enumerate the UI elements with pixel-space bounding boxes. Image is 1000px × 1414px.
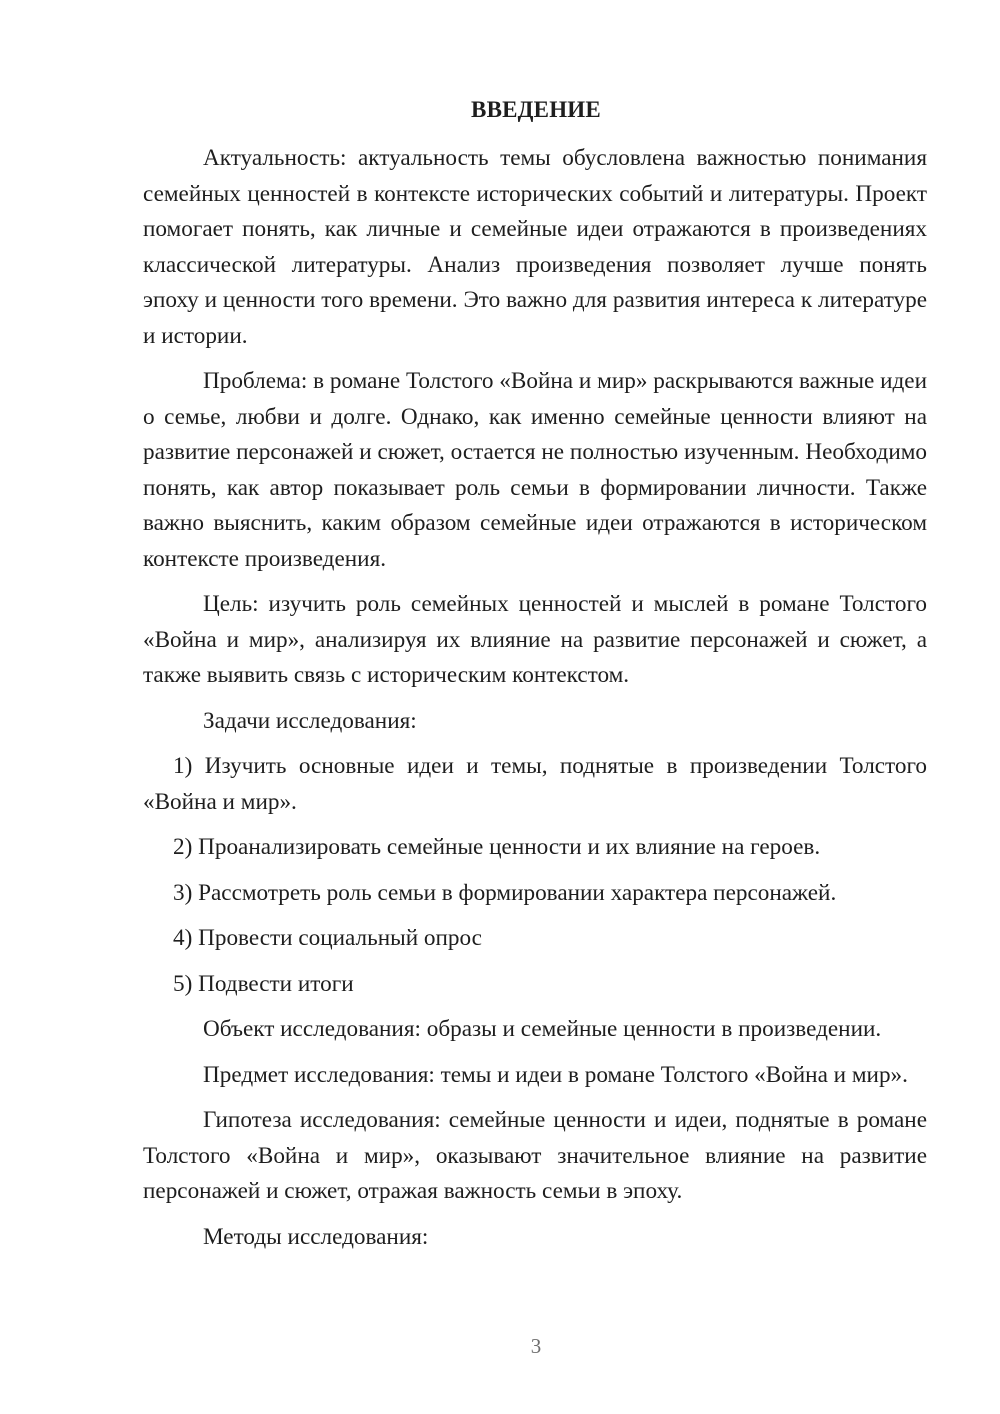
paragraph-hypothesis: Гипотеза исследования: семейные ценности и идеи, поднятые в романе Толстого «Война и мир», оказывают значительное влияние на развитие персонажей и сюжет, отражая важность семьи в эпоху. [143,1107,927,1204]
page-number: 3 [530,1334,542,1358]
paragraph-subject: Предмет исследования: темы и идеи в романе Толстого «Война и мир». [203,1061,908,1088]
section-title: ВВЕДЕНИЕ [471,97,601,122]
task-item-4: 4) Провести социальный опрос [173,925,482,951]
task-item-2: 2) Проанализировать семейные ценности и их влияние на героев. [173,834,821,860]
paragraph-object: Объект исследования: образы и семейные ценности в произведении. [203,1016,882,1042]
paragraph-methods: Методы исследования: [203,1223,429,1250]
task-item-3: 3) Рассмотреть роль семьи в формировании характера персонажей. [173,879,837,906]
task-item-5: 5) Подвести итоги [173,970,354,997]
task-item-1: 1) Изучить основные идеи и темы, поднятые в произведении Толстого «Война и мир». [143,753,927,815]
paragraph-tasks-heading: Задачи исследования: [203,707,417,734]
paragraph-problem: Проблема: в романе Толстого «Война и мир» раскрываются важные идеи о семье, любви и долге. Однако, как именно семейные ценности влияют на развитие персонажей и сюжет, остается не полностью изученным. Необходимо понять, как автор показывает роль семьи в формировании личности. Также важно выяснить, каким образом семейные идеи отражаются в историческом контексте произведения. [143,368,927,572]
paragraph-goal: Цель: изучить роль семейных ценностей и мыслей в романе Толстого «Война и мир», анализируя их влияние на развитие персонажей и сюжет, а также выявить связь с историческим контекстом. [143,591,927,688]
body-text [143,141,927,1265]
paragraph-relevance: Актуальность: актуальность темы обусловлена важностью понимания семейных ценностей в контексте исторических событий и литературы. Проект помогает понять, как личные и семейные идеи отражаются в произведениях классической литературы. Анализ произведения позволяет лучше понять эпоху и ценности того времени. Это важно для развития интереса к литературе и истории. [143,145,927,349]
